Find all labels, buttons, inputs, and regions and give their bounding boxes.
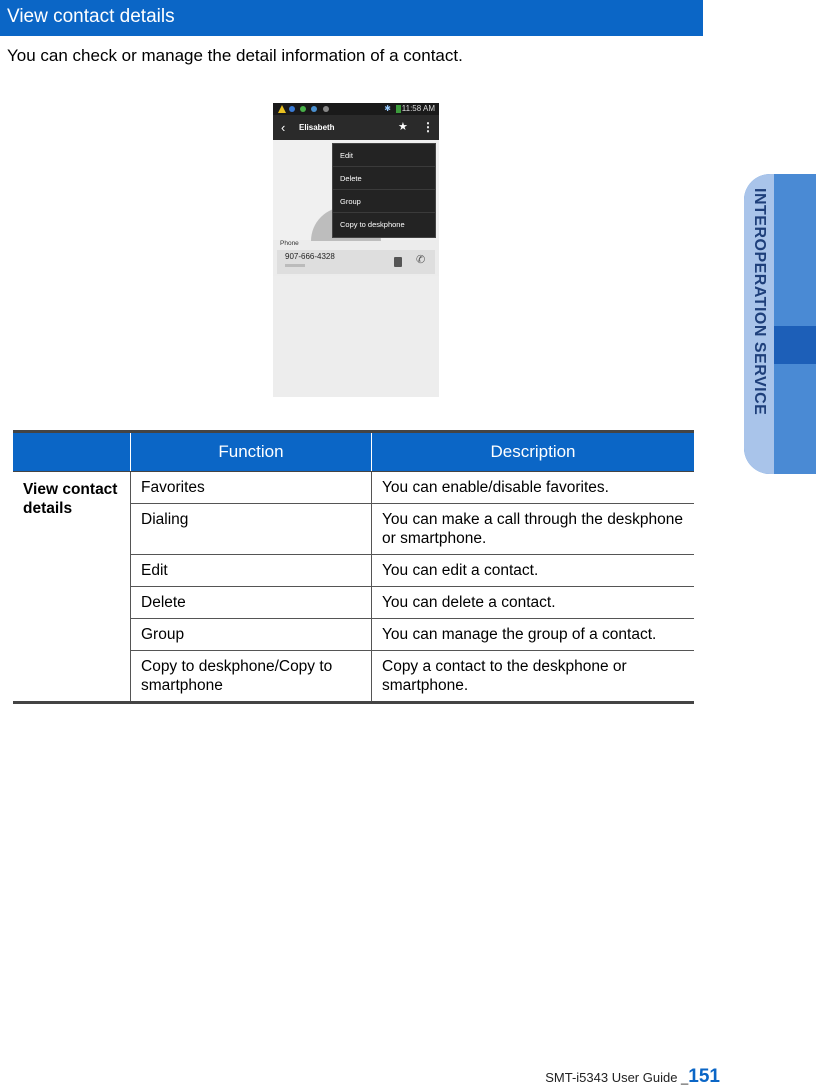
phone-number: 907-666-4328 — [285, 252, 335, 261]
section-title: View contact details — [0, 0, 703, 36]
deskphone-icon[interactable] — [394, 257, 402, 267]
status-bar — [273, 103, 439, 115]
menu-item-group[interactable]: Group — [333, 190, 435, 213]
screen-body — [273, 276, 439, 397]
notification-icon — [300, 106, 306, 112]
chapter-tab — [744, 174, 816, 474]
battery-icon — [396, 105, 401, 113]
phone-label: Phone — [280, 240, 299, 247]
page-footer — [545, 1066, 720, 1088]
notification-icon — [323, 106, 329, 112]
call-icon[interactable]: ✆ — [416, 254, 426, 266]
function-cell: Dialing — [131, 504, 372, 555]
function-cell: Group — [131, 619, 372, 651]
phone-type — [285, 264, 305, 267]
function-cell: Edit — [131, 555, 372, 587]
contact-name: Elisabeth — [299, 123, 335, 132]
chapter-tab-highlight — [772, 326, 816, 364]
function-table — [13, 430, 694, 704]
header-blank — [13, 432, 131, 472]
description-cell: Copy a contact to the deskphone or smartphone. — [372, 651, 695, 703]
overflow-menu — [332, 143, 436, 238]
contact-screenshot — [273, 103, 439, 397]
notification-icon — [289, 106, 295, 112]
description-cell: You can edit a contact. — [372, 555, 695, 587]
table-row — [13, 472, 694, 504]
phone-number-row[interactable] — [277, 250, 435, 274]
description-cell: You can enable/disable favorites. — [372, 472, 695, 504]
description-cell: You can delete a contact. — [372, 587, 695, 619]
function-cell: Favorites — [131, 472, 372, 504]
chapter-tab-strip — [744, 174, 774, 474]
function-cell: Copy to deskphone/Copy to smartphone — [131, 651, 372, 703]
table-header-row — [13, 432, 694, 472]
intro-text: You can check or manage the detail information of a contact. — [7, 46, 463, 65]
header-description: Description — [372, 432, 695, 472]
page-number: 151 — [688, 1066, 720, 1087]
description-cell: You can manage the group of a contact. — [372, 619, 695, 651]
menu-item-copy-to-deskphone[interactable]: Copy to deskphone — [340, 220, 405, 229]
group-label: View contact details — [13, 472, 131, 703]
description-cell: You can make a call through the deskphone or smartphone. — [372, 504, 695, 555]
app-bar — [273, 115, 439, 140]
bluetooth-icon: ✱ — [384, 104, 391, 113]
guide-name: SMT-i5343 User Guide _ — [545, 1070, 689, 1085]
function-cell: Delete — [131, 587, 372, 619]
back-arrow-icon[interactable]: ‹ — [281, 120, 286, 135]
menu-item-delete[interactable]: Delete — [333, 167, 435, 190]
chapter-tab-label: INTEROPERATION SERVICE — [751, 188, 768, 416]
star-icon[interactable]: ★ — [398, 121, 408, 133]
overflow-menu-icon[interactable]: ⋮ — [422, 120, 434, 134]
status-time: 11:58 AM — [401, 104, 435, 113]
warning-icon — [278, 105, 286, 113]
header-function: Function — [131, 432, 372, 472]
menu-item-edit[interactable]: Edit — [333, 144, 435, 167]
notification-icon — [311, 106, 317, 112]
